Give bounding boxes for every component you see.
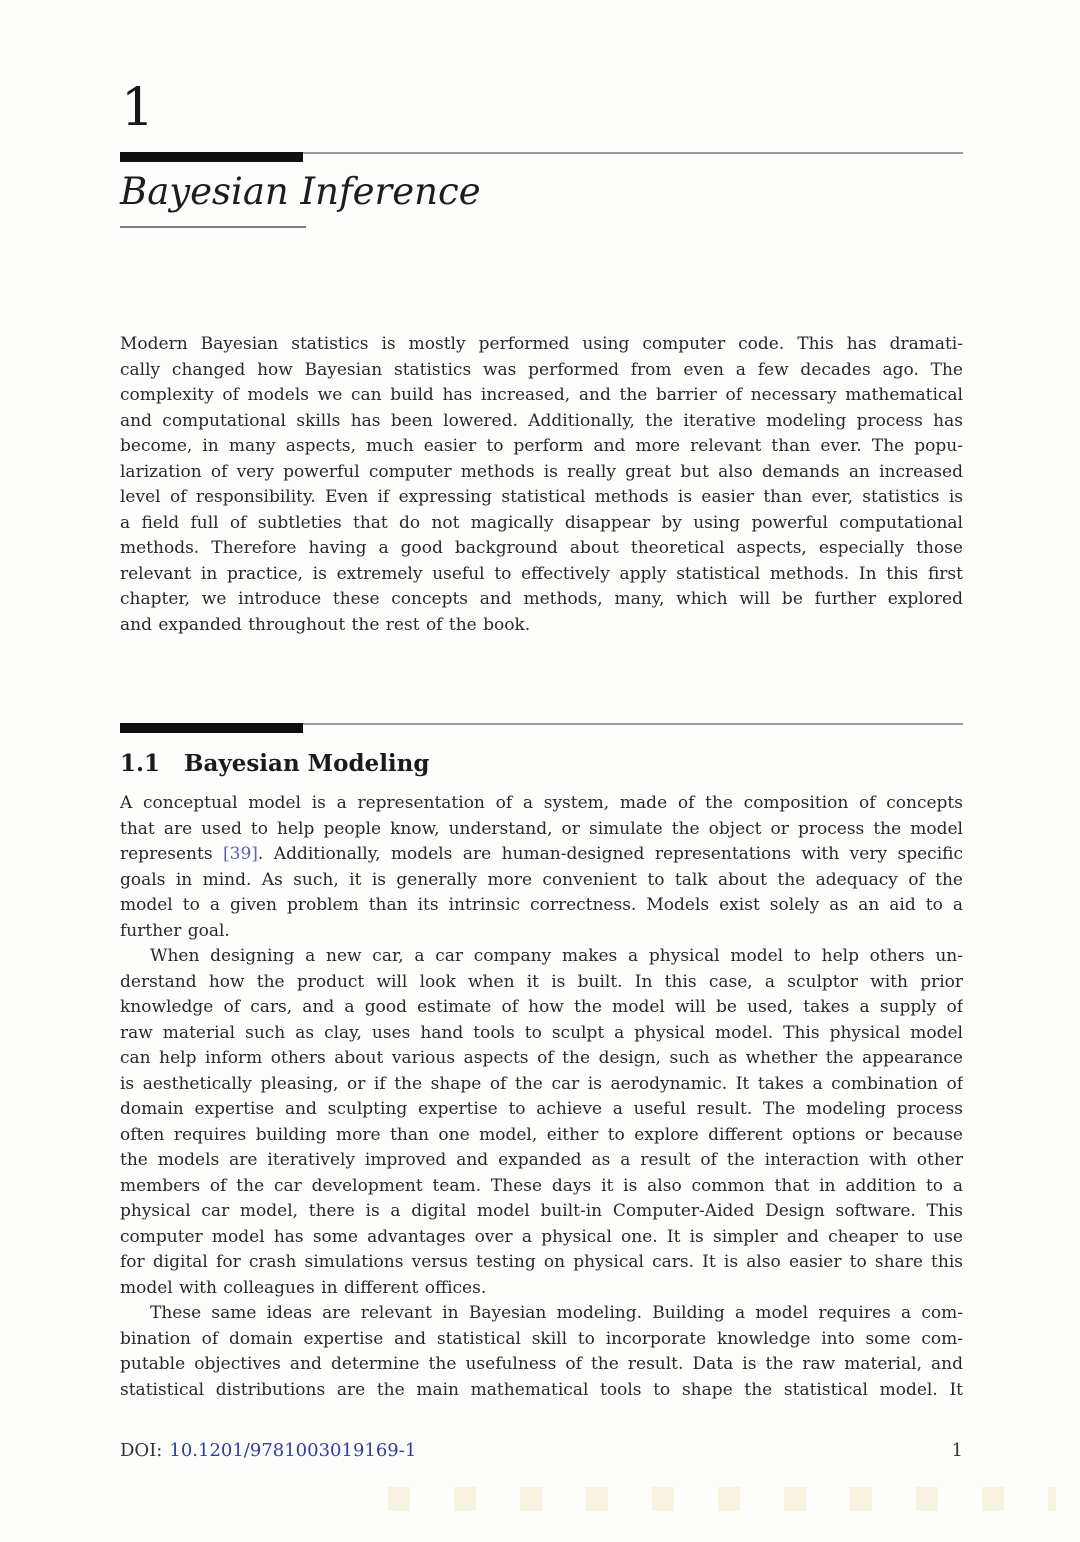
text-line: further goal. [120,920,230,941]
page-footer [120,1440,963,1461]
text-line: chapter, we introduce these concepts and methods, many, which will be further explored [120,589,963,609]
section-heading [120,749,429,779]
page-number: 1 [951,1440,963,1461]
text-line: goals in mind. As such, it is generally more convenient to talk about the adequacy of the [120,869,963,890]
scan-watermark [388,1487,1056,1511]
text-line: When designing a new car, a car company makes a physical model to help others un- [150,946,963,966]
text-line: bination of domain expertise and statistical skill to incorporate knowledge into some com- [120,1328,963,1349]
section-rule-bar [120,723,303,733]
text-line: can help inform others about various aspects of the design, such as whether the appearance [120,1048,963,1068]
text-line: for digital for crash simulations versus testing on physical cars. It is also easier to share this [120,1252,963,1272]
section-title: Bayesian Modeling [184,750,430,777]
text-line: the models are iteratively improved and expanded as a result of the interaction with other [120,1150,963,1170]
chapter-title: Bayesian Inference [120,170,481,213]
chapter-number: 1 [121,78,155,138]
text-line: computer model has some advantages over a physical one. It is simpler and cheaper to use [120,1226,963,1247]
paragraph [120,1301,963,1403]
text-line: relevant in practice, is extremely useful to effectively apply statistical methods. In this first [120,563,963,584]
citation-link[interactable]: [39] [223,844,258,864]
section-body-mount [120,791,963,1403]
doi-link[interactable]: 10.1201/9781003019169-1 [169,1440,417,1461]
text-line: domain expertise and sculpting expertise to achieve a useful result. The modeling process [120,1099,963,1119]
text-line: and computational skills has been lowered. Additionally, the iterative modeling process has [120,410,963,431]
text-line: is aesthetically pleasing, or if the shape of the car is aerodynamic. It takes a combination of [120,1073,963,1094]
paragraph [120,944,963,1301]
text-line: a field full of subtleties that do not magically disappear by using powerful computational [120,512,963,533]
chapter-rule [120,152,963,162]
text-line: raw material such as clay, uses hand tools to sculpt a physical model. This physical model [120,1022,963,1043]
text-line: complexity of models we can build has increased, and the barrier of necessary mathematical [120,385,963,405]
section-number: 1.1 [120,750,161,777]
text-line: statistical distributions are the main mathematical tools to shape the statistical model. It [120,1379,963,1400]
text-line: represents [39]. Additionally, models are human-designed representations with very specific [120,844,963,864]
text-line: model with colleagues in different offices. [120,1277,487,1298]
text-line: Modern Bayesian statistics is mostly performed using computer code. This has dramati- [120,334,963,354]
text-line: putable objectives and determine the usefulness of the result. Data is the raw material, and [120,1354,963,1374]
text-line: level of responsibility. Even if expressing statistical methods is easier than ever, statistics is [120,487,963,507]
text-line: that are used to help people know, understand, or simulate the object or process the model [120,818,963,839]
text-line: knowledge of cars, and a good estimate of how the model will be used, takes a supply of [120,997,963,1017]
doi-label: DOI: [120,1440,163,1461]
intro-paragraph-mount [120,332,963,638]
section-rule [120,723,963,733]
text-line: A conceptual model is a representation of a system, made of the composition of concepts [120,793,963,813]
chapter-title-underline [120,226,306,228]
text-line: These same ideas are relevant in Bayesian modeling. Building a model requires a com- [150,1303,963,1323]
text-line: physical car model, there is a digital model built-in Computer-Aided Design software. This [120,1201,963,1221]
text-line: larization of very powerful computer methods is really great but also demands an increased [120,461,963,482]
paragraph [120,332,963,638]
text-line: often requires building more than one model, either to explore different options or because [120,1124,963,1145]
text-line: members of the car development team. These days it is also common that in addition to a [120,1175,963,1196]
text-line: derstand how the product will look when it is built. In this case, a sculptor with prior [120,971,963,992]
text-line: become, in many aspects, much easier to perform and more relevant than ever. The popu- [120,436,963,456]
chapter-rule-bar [120,152,303,162]
text-line: methods. Therefore having a good background about theoretical aspects, especially those [120,538,963,558]
text-line: and expanded throughout the rest of the book. [120,614,531,635]
doi-line [120,1440,416,1461]
text-line: cally changed how Bayesian statistics was performed from even a few decades ago. The [120,359,963,380]
text-line: model to a given problem than its intrinsic correctness. Models exist solely as an aid to a [120,895,963,915]
paragraph [120,791,963,944]
